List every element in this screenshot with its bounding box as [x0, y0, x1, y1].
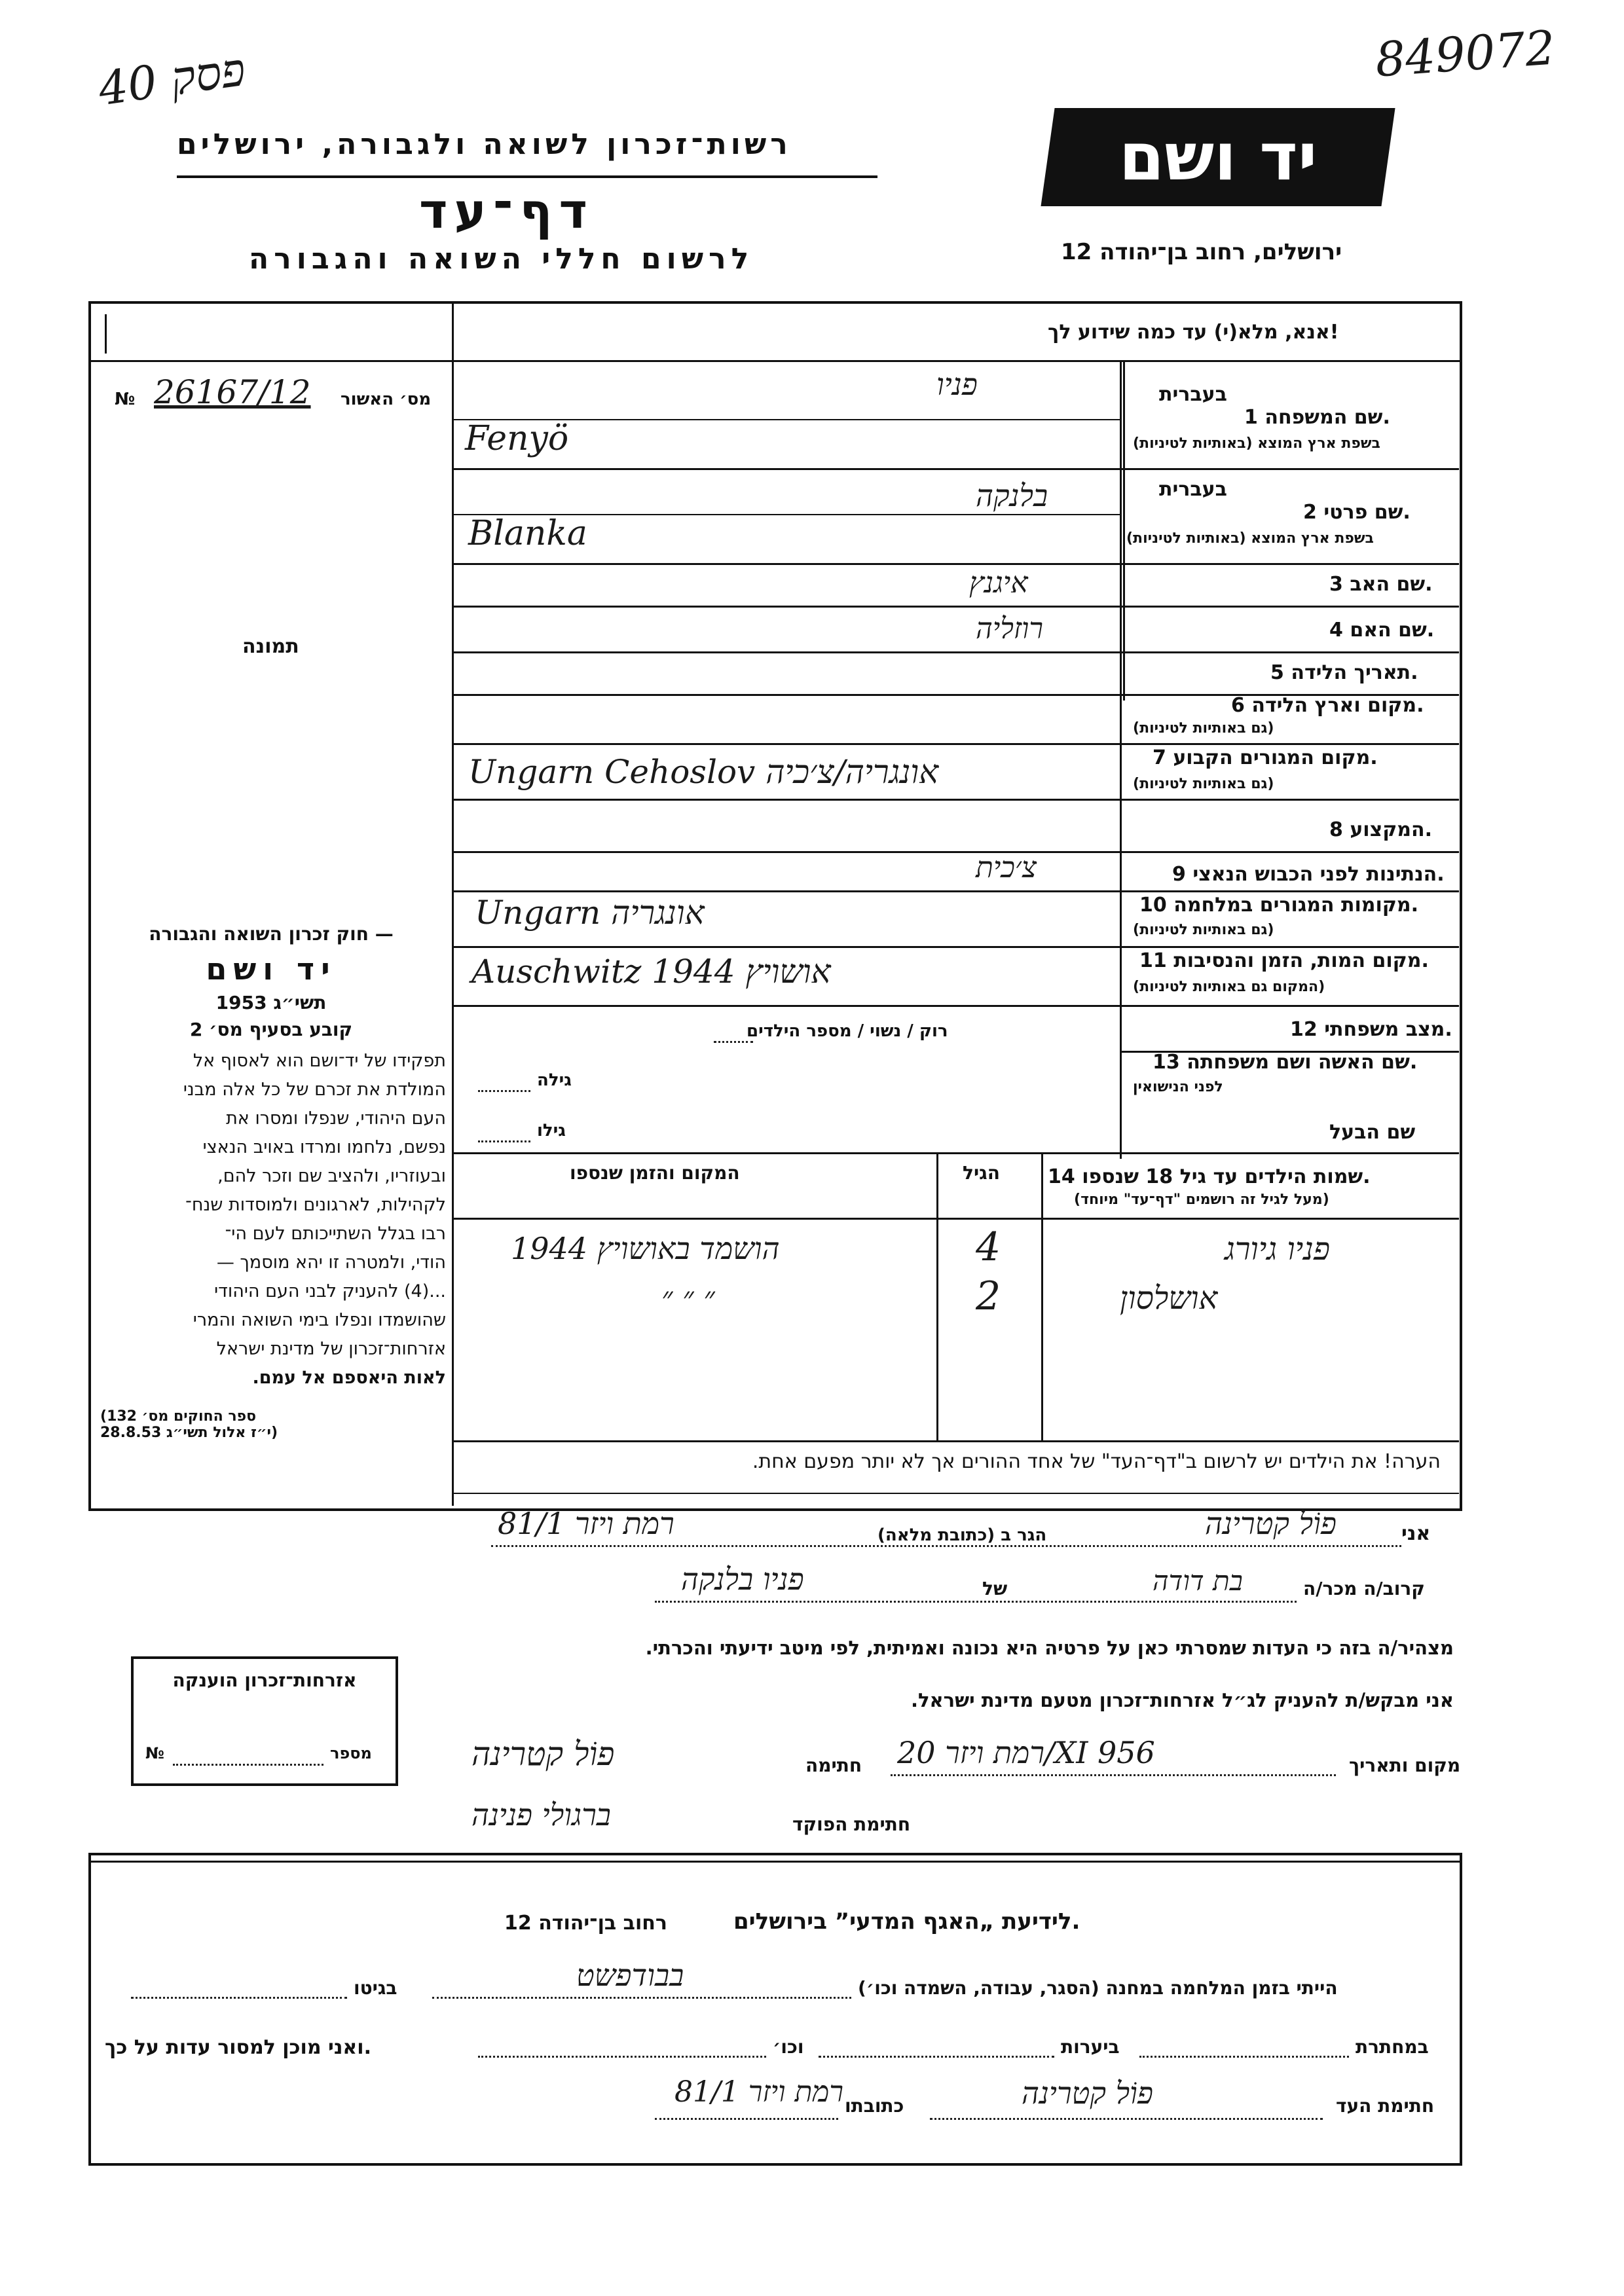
place-date-value: רמת ויזר 20/XI 956: [897, 1735, 1155, 1770]
of-name: פניו בלנקה: [681, 1561, 804, 1597]
field-6-sub: (גם באותיות לטיניות): [1133, 720, 1274, 737]
etc-label: וכו׳: [773, 2036, 804, 2058]
field-13-sub: לפני הנישואין: [1133, 1079, 1223, 1095]
law-line-2: יד ושם: [206, 951, 337, 987]
law-text: תפקידו של יד־ושם הוא לאסוף אל המולדת את זכרם של כל אלה מבני העם היהודי, שנפלו ומסרו את נפשם, נלחמו ומרדו באויב הנאצי ובעוזריו, ולהציב שם וזכר להם, לקהילות, לארגונים ולמוסדות שנח־ רבו בגלל השתייכותם לעם הי־ הודי, ולמטרה זו יהא מוסמך — ...(4) להעניק לבני העם היהודי שהושמדו ונפלו בימי השואה והמרי אזרחות־זכרון של מדינת ישראל לאות היאספם אל עמם.: [183, 1051, 446, 1388]
husband-label: שם הבעל: [1329, 1121, 1416, 1144]
field-11-label: מקום המות, הזמן והנסיבות 11.: [1139, 949, 1429, 972]
footer-camp: בבודפשט: [576, 1958, 684, 1993]
footer-ghetto-label: בגיטו: [354, 1977, 397, 1999]
marital-options: רוק / נשוי / מספר הילדים: [747, 1021, 948, 1041]
field-10-label: מקומות המגורים במלחמה 10.: [1139, 894, 1418, 917]
approval-number: 26167/12: [154, 373, 311, 411]
signature-label: חתימה: [805, 1755, 862, 1776]
signature-value: פוֹל קטרינה: [471, 1735, 615, 1773]
field-6-label: מקום וארץ הלידה 6.: [1231, 694, 1424, 717]
relation-value: בת דודה: [1153, 1565, 1243, 1597]
law-line-1: חוק זכרון השואה והגבורה —: [149, 923, 394, 945]
child-1-place: הושמד באושויץ 1944: [511, 1231, 780, 1266]
top-right-number: 849072: [1373, 20, 1557, 88]
header-address: ירושלים, רחוב בן־יהודה 12: [1061, 239, 1342, 265]
forests-label: ביערות: [1061, 2036, 1120, 2058]
field-13-label: שם האשה ושם משפחתה 13.: [1153, 1051, 1418, 1074]
declarant-name: פוֹל קטרינה: [1205, 1506, 1337, 1541]
field-10-sub: (גם באותיות לטיניות): [1133, 922, 1274, 938]
wife-age-label: גילה: [537, 1070, 572, 1090]
field-1-sub: בשפת ארץ המוצא (באותיות לטיניות): [1133, 435, 1380, 452]
place-date-label: מקום ותאריך: [1349, 1755, 1461, 1776]
child-2-name: אושלסון: [1120, 1280, 1218, 1317]
field-2-label: שם פרטי 2.: [1303, 501, 1411, 524]
instruction-text: אנא, מלא(י) עד כמה שידוע לך!: [1048, 321, 1339, 344]
field-9-label: הנתינות לפני הכבוש הנאצי 9.: [1172, 863, 1445, 886]
note-text: הערה! את הילדים יש לרשום ב"דף־העד" של אחד ההורים אך לא יותר מפעם אחת.: [752, 1450, 1441, 1473]
wartime-residence-value: Ungarn אונגריה: [475, 894, 705, 932]
field-14-label: שמות הילדים עד גיל 18 שנספו 14.: [1048, 1165, 1371, 1188]
authority-name: רשות־זכרון לשואה ולגבורה, ירושלים: [177, 128, 792, 161]
surname-hebrew: פניו: [936, 367, 978, 402]
declarant-ani: אני: [1401, 1522, 1431, 1545]
official-label: חתימת הפוקד: [792, 1813, 911, 1835]
authority-underline: [177, 175, 877, 178]
nationality-value: צ׳כית: [976, 851, 1037, 884]
approval-number-sign: №: [115, 390, 136, 409]
approval-grid: [105, 314, 439, 354]
field-14-sub: (מעל לגיל זה רושמים "דף־עד" מיוחד): [1074, 1192, 1329, 1208]
form-title: דף־עד: [419, 183, 594, 240]
mother-name: רוזליה: [976, 612, 1044, 646]
declarant-address: רמת ויזר 81/1: [498, 1506, 674, 1541]
child-2-place: ״ ״ ״: [661, 1280, 715, 1315]
field-1-tag: בעברית: [1159, 383, 1227, 406]
request-text: אני מבקש/ת להעניק לג״ל אזרחות־זכרון מטעם מדינת ישראל.: [910, 1689, 1454, 1711]
relation-label: קרוב/ה מכר/ה: [1303, 1578, 1425, 1599]
father-name: איגנץ: [969, 566, 1028, 600]
firstname-latin: Blanka: [468, 514, 587, 553]
witness-signature: פוֹל קטרינה: [1022, 2075, 1153, 2111]
top-left-mark: 40 פסק: [95, 42, 249, 117]
field-4-label: שם האם 4.: [1329, 619, 1435, 642]
field-3-label: שם האב 3.: [1329, 573, 1433, 596]
ready-label: ואני מוכן למסור עדות על כך.: [105, 2036, 371, 2059]
child-1-name: פניו גיורג: [1225, 1231, 1331, 1267]
footer-title: לידיעת „האגף המדעי” בירושלים.: [733, 1908, 1080, 1935]
citizenship-number-sign: №: [145, 1744, 164, 1762]
declaration-text: מצהיר/ה בזה כי העדות שמסרתי כאן על פרטיה היא נכונה ואמיתית, לפי מיטב ידיעתי והכרתי.: [645, 1637, 1454, 1659]
declarant-resides-label: הגר ב (כתובת מלאה): [877, 1525, 1047, 1545]
field-2-sub: בשפת ארץ המוצא (באותיות לטיניות): [1126, 530, 1374, 547]
photo-label: תמונה: [242, 635, 299, 658]
field-1-label: שם המשפחה 1.: [1244, 406, 1390, 429]
firstname-hebrew: בלנקה: [976, 478, 1048, 513]
field-5-label: תאריך הלידה 5.: [1270, 661, 1418, 684]
law-line-4: קובע בסעיף מס׳ 2: [189, 1019, 353, 1040]
field-12-label: מצב משפחתי 12.: [1290, 1018, 1452, 1041]
witness-address-label: כתובתו: [845, 2095, 904, 2117]
citizenship-title: אזרחות־זכרון הוענקה: [172, 1669, 357, 1691]
field-8-label: המקצוע 8.: [1329, 818, 1433, 841]
underground-label: במחתרת: [1356, 2036, 1429, 2058]
witness-address: רמת ויזר 81/1: [674, 2075, 843, 2109]
citizenship-box: [131, 1656, 398, 1786]
form-subtitle: לרשום חללי השואה והגבורה: [249, 242, 754, 276]
law-line-3: תשי״ג 1953: [215, 992, 327, 1013]
footer-address: רחוב בן־יהודה 12: [504, 1912, 667, 1935]
of-label: של: [982, 1578, 1008, 1599]
law-box: [88, 910, 454, 1506]
law-ref-2: י״ז אלול תשי״ג 28.8.53): [100, 1425, 278, 1441]
child-1-age: 4: [976, 1224, 1001, 1270]
official-signature: ברגולי פנינה: [471, 1797, 611, 1832]
surname-latin: Fenyö: [465, 419, 569, 458]
yad-vashem-logo: [1041, 108, 1395, 206]
field-7-label: מקום המגורים הקבוע 7.: [1153, 746, 1378, 769]
death-place-value: Auschwitz 1944 אושויץ: [471, 953, 831, 991]
approval-label: מס׳ האשור: [341, 390, 432, 409]
col-place-header: המקום והזמן שנספו: [570, 1162, 740, 1184]
witness-sig-label: חתימת העד: [1336, 2095, 1435, 2117]
footer-line1-label: הייתי בזמן המלחמה במחנה (הסגר, עבודה, השמדה וכו׳): [858, 1977, 1338, 1999]
law-ref-1: (ספר החוקים מס׳ 132: [100, 1408, 257, 1425]
child-2-age: 2: [976, 1273, 1001, 1319]
husband-age-label: גילו: [537, 1121, 566, 1140]
field-2-tag: בעברית: [1159, 478, 1227, 501]
logo-text: יד ושם: [1118, 118, 1318, 195]
field-11-sub: (המקום גם באותיות לטיניות): [1133, 979, 1325, 995]
field-7-sub: (גם באותיות לטיניות): [1133, 776, 1274, 792]
residence-value: Ungarn Cehoslov אונגריה/צ׳כיה: [468, 753, 939, 791]
col-age-header: הגיל: [963, 1162, 1000, 1184]
citizenship-number-label: מספר: [330, 1744, 372, 1762]
